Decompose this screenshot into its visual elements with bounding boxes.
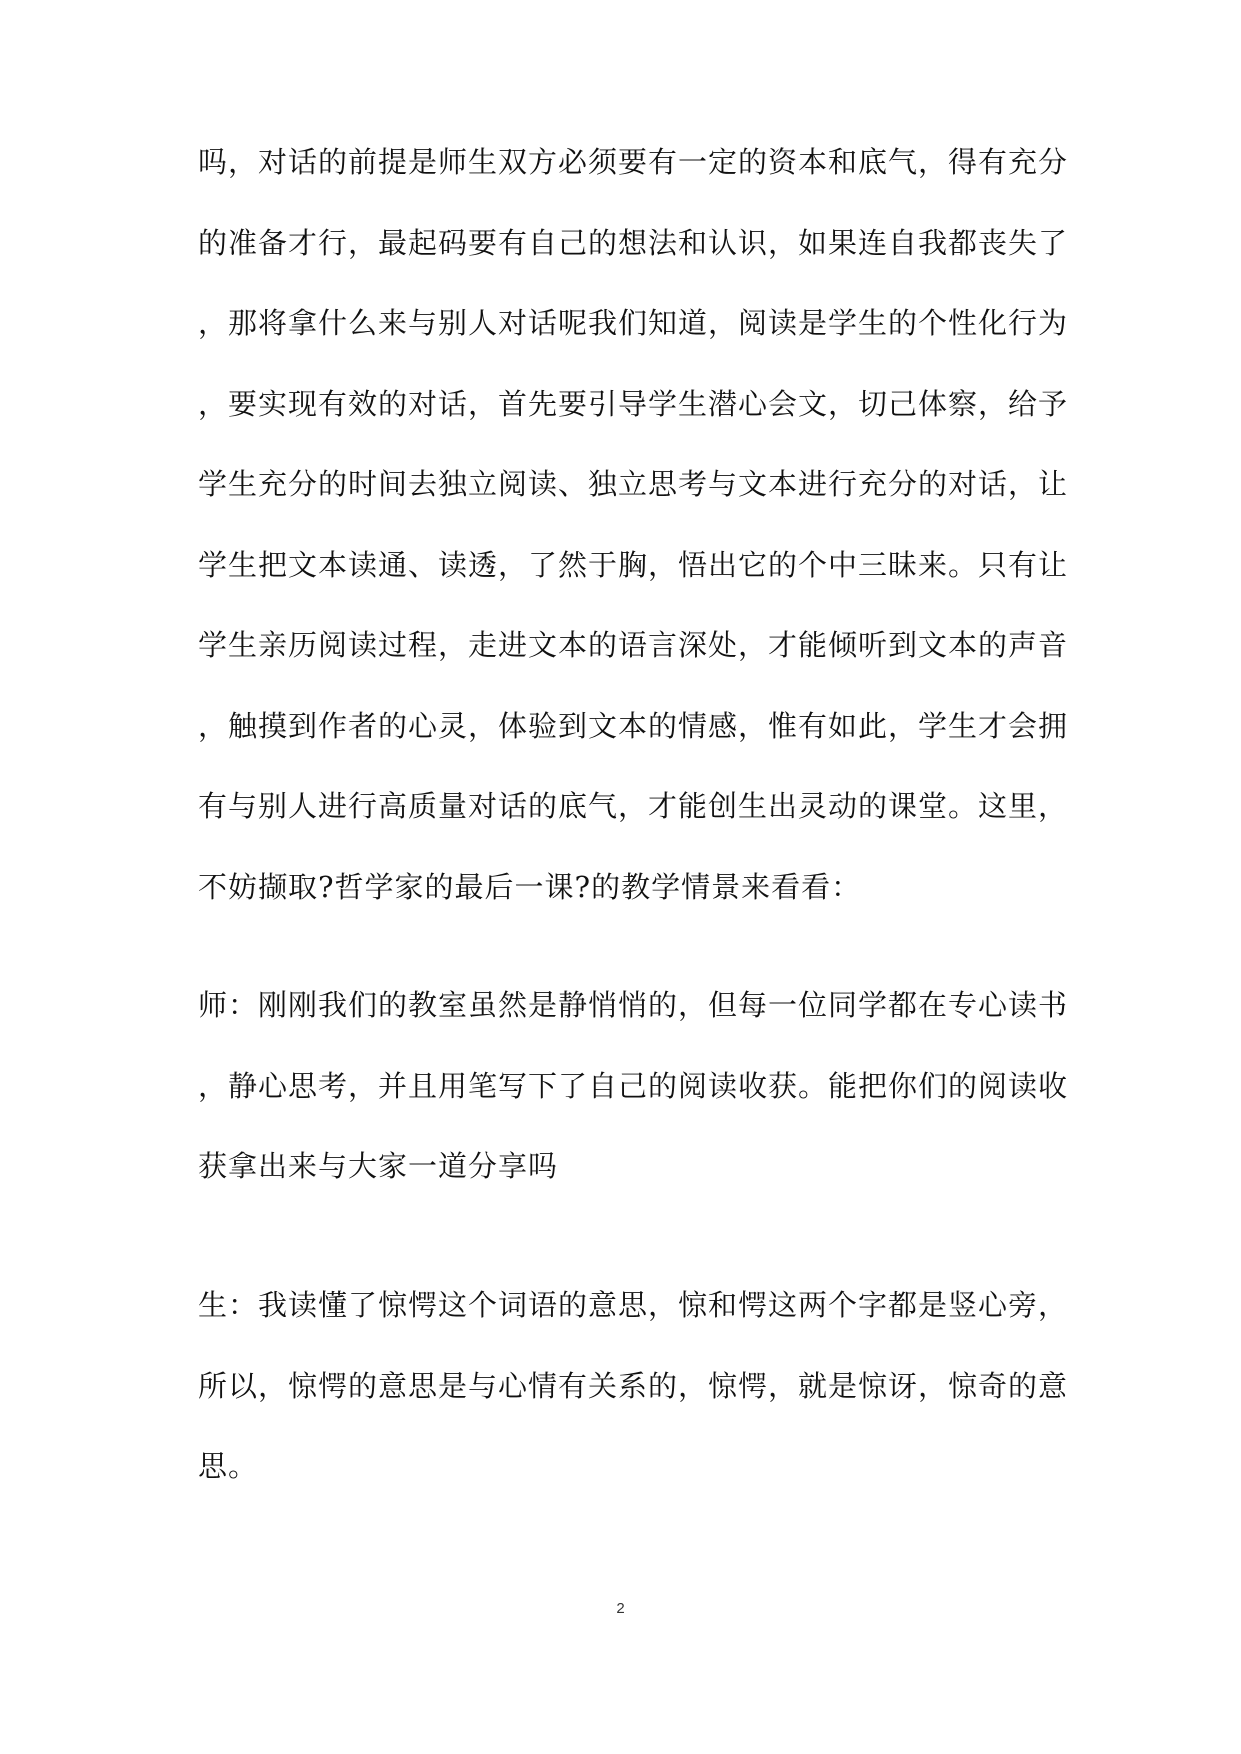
page-number: 2 (616, 1600, 625, 1617)
text-line: 获拿出来与大家一道分享吗 (198, 1149, 559, 1183)
text-line: 学生充分的时间去独立阅读、独立思考与文本进行充分的对话，让 (198, 467, 1069, 501)
text-line: 师：刚刚我们的教室虽然是静悄悄的，但每一位同学都在专心读书 (198, 988, 1069, 1022)
text-line: 所以，惊愕的意思是与心情有关系的，惊愕，就是惊讶，惊奇的意 (198, 1368, 1069, 1403)
text-line: ，要实现有效的对话，首先要引导学生潜心会文，切己体察，给予 (198, 386, 1069, 421)
text-line: 学生把文本读通、读透，了然于胸，悟出它的个中三昧来。只有让 (198, 547, 1069, 582)
text-line: 思。 (198, 1449, 259, 1483)
text-line: 不妨撷取?哲学家的最后一课?的教学情景来看看： (198, 869, 862, 904)
paragraph-dialogue-foundation (198, 122, 1069, 927)
text-line: ，触摸到作者的心灵，体验到文本的情感，惟有如此，学生才会拥 (198, 708, 1069, 743)
text-line: 的准备才行，最起码要有自己的想法和认识，如果连自我都丧失了 (198, 225, 1069, 260)
text-line: ，那将拿什么来与别人对话呢我们知道，阅读是学生的个性化行为 (198, 306, 1069, 340)
paragraph-teacher-speech (198, 965, 1069, 1207)
text-line: 学生亲历阅读过程，走进文本的语言深处，才能倾听到文本的声音 (198, 628, 1069, 662)
text-line: 生：我读懂了惊愕这个词语的意思，惊和愕这两个字都是竖心旁， (198, 1288, 1069, 1322)
text-line: 吗，对话的前提是师生双方必须要有一定的资本和底气，得有充分 (198, 145, 1069, 179)
text-line: 有与别人进行高质量对话的底气，才能创生出灵动的课堂。这里， (198, 789, 1069, 823)
text-line: ，静心思考，并且用笔写下了自己的阅读收获。能把你们的阅读收 (198, 1068, 1069, 1103)
paragraph-student-speech (198, 1265, 1069, 1507)
